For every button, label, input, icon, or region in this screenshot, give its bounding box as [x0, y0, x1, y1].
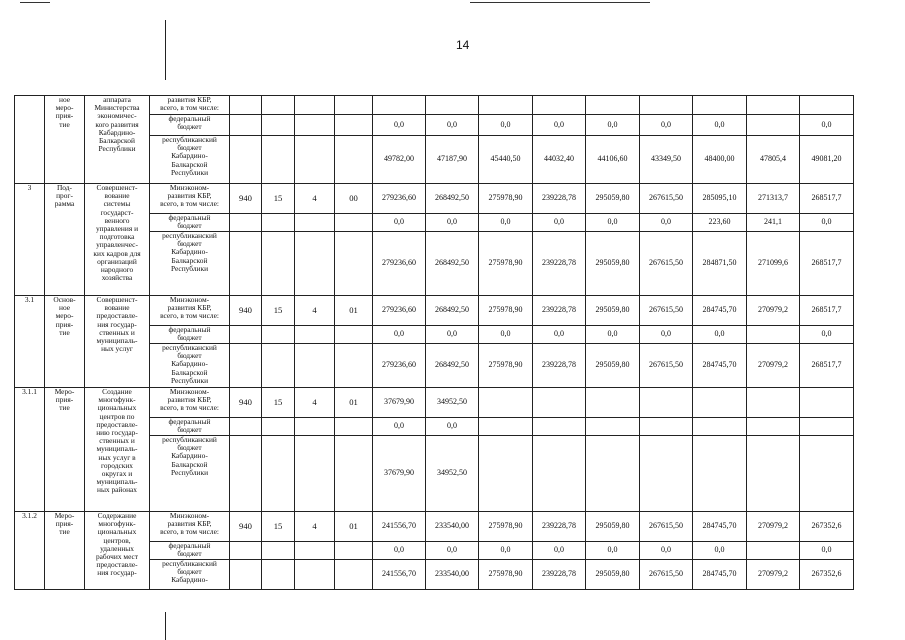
- amount-cell: 267352,6: [800, 512, 854, 542]
- amount-cell: 268517,7: [800, 232, 854, 296]
- funding-source-cell: Минэконом- развития КБР, всего, в том числе:: [150, 296, 230, 326]
- amount-cell: 268492,50: [426, 232, 479, 296]
- amount-cell: 295059,80: [586, 232, 640, 296]
- item-number-cell: [15, 96, 45, 184]
- code-cell: 15: [262, 388, 295, 418]
- amount-cell: [479, 436, 533, 512]
- code-cell: [335, 344, 373, 388]
- amount-cell: 0,0: [479, 214, 533, 232]
- amount-cell: 0,0: [479, 115, 533, 136]
- funding-source-cell: республиканский бюджет Кабардино- Балкарской Республики: [150, 136, 230, 184]
- amount-cell: [747, 96, 800, 115]
- amount-cell: 270979,2: [747, 560, 800, 590]
- item-name-cell: Содержание многофунк- циональных центров, удаленных рабочих мест предоставле- ния государ-: [85, 512, 150, 590]
- amount-cell: 284745,70: [693, 512, 747, 542]
- funding-source-cell: федеральный бюджет: [150, 542, 230, 560]
- amount-cell: 48400,00: [693, 136, 747, 184]
- code-cell: [262, 436, 295, 512]
- code-cell: [230, 418, 262, 436]
- amount-cell: 0,0: [800, 214, 854, 232]
- code-cell: 4: [295, 388, 335, 418]
- amount-cell: 279236,60: [373, 344, 426, 388]
- amount-cell: 0,0: [693, 115, 747, 136]
- page-number: 14: [456, 38, 470, 52]
- table-row: [15, 512, 854, 542]
- amount-cell: [479, 96, 533, 115]
- amount-cell: 241556,70: [373, 512, 426, 542]
- code-cell: 4: [295, 184, 335, 214]
- amount-cell: [747, 418, 800, 436]
- amount-cell: 0,0: [693, 326, 747, 344]
- code-cell: [295, 326, 335, 344]
- amount-cell: 271099,6: [747, 232, 800, 296]
- code-cell: [335, 136, 373, 184]
- funding-source-cell: развития КБР, всего, в том числе:: [150, 96, 230, 115]
- code-cell: [262, 115, 295, 136]
- amount-cell: 267615,50: [640, 184, 693, 214]
- code-cell: [335, 326, 373, 344]
- amount-cell: [586, 436, 640, 512]
- amount-cell: 44106,60: [586, 136, 640, 184]
- code-cell: [230, 96, 262, 115]
- amount-cell: [533, 388, 586, 418]
- amount-cell: 0,0: [586, 326, 640, 344]
- amount-cell: 284745,70: [693, 344, 747, 388]
- amount-cell: 268492,50: [426, 296, 479, 326]
- amount-cell: [586, 418, 640, 436]
- amount-cell: 37679,90: [373, 388, 426, 418]
- amount-cell: 268492,50: [426, 184, 479, 214]
- amount-cell: 239228,78: [533, 296, 586, 326]
- funding-source-cell: Минэконом- развития КБР, всего, в том числе:: [150, 512, 230, 542]
- code-cell: [335, 560, 373, 590]
- code-cell: 940: [230, 512, 262, 542]
- amount-cell: 275978,90: [479, 184, 533, 214]
- item-number-cell: 3.1.1: [15, 388, 45, 512]
- code-cell: [295, 418, 335, 436]
- code-cell: [335, 542, 373, 560]
- amount-cell: [800, 436, 854, 512]
- amount-cell: 0,0: [800, 115, 854, 136]
- amount-cell: 279236,60: [373, 184, 426, 214]
- item-type-cell: Под- прог- рамма: [45, 184, 85, 296]
- amount-cell: 44032,40: [533, 136, 586, 184]
- amount-cell: 45440,50: [479, 136, 533, 184]
- amount-cell: 295059,80: [586, 512, 640, 542]
- amount-cell: [747, 436, 800, 512]
- amount-cell: 284871,50: [693, 232, 747, 296]
- code-cell: [262, 136, 295, 184]
- item-number-cell: 3.1.2: [15, 512, 45, 590]
- amount-cell: 270979,2: [747, 344, 800, 388]
- code-cell: [230, 326, 262, 344]
- funding-source-cell: федеральный бюджет: [150, 326, 230, 344]
- amount-cell: [373, 96, 426, 115]
- amount-cell: 0,0: [533, 214, 586, 232]
- amount-cell: [533, 96, 586, 115]
- amount-cell: [747, 542, 800, 560]
- amount-cell: 43349,50: [640, 136, 693, 184]
- code-cell: [262, 418, 295, 436]
- item-name-cell: аппарата Министерства экономичес- кого развития Кабардино- Балкарской Республики: [85, 96, 150, 184]
- code-cell: [230, 560, 262, 590]
- amount-cell: 270979,2: [747, 512, 800, 542]
- amount-cell: 275978,90: [479, 512, 533, 542]
- amount-cell: 0,0: [426, 214, 479, 232]
- amount-cell: 0,0: [479, 542, 533, 560]
- scan-mark: [165, 20, 166, 80]
- code-cell: [262, 232, 295, 296]
- code-cell: [295, 436, 335, 512]
- amount-cell: 34952,50: [426, 436, 479, 512]
- code-cell: 15: [262, 296, 295, 326]
- amount-cell: 0,0: [533, 115, 586, 136]
- top-rule-left: [20, 2, 50, 3]
- code-cell: 4: [295, 296, 335, 326]
- amount-cell: [533, 436, 586, 512]
- code-cell: [230, 436, 262, 512]
- amount-cell: 0,0: [640, 214, 693, 232]
- amount-cell: 0,0: [479, 326, 533, 344]
- item-number-cell: 3.1: [15, 296, 45, 388]
- amount-cell: 267352,6: [800, 560, 854, 590]
- amount-cell: [693, 436, 747, 512]
- code-cell: [230, 115, 262, 136]
- code-cell: [335, 214, 373, 232]
- funding-source-cell: Минэконом- развития КБР, всего, в том числе:: [150, 388, 230, 418]
- amount-cell: 284745,70: [693, 296, 747, 326]
- amount-cell: 0,0: [426, 326, 479, 344]
- amount-cell: [693, 388, 747, 418]
- item-type-cell: Меро- прия- тие: [45, 388, 85, 512]
- item-name-cell: Совершенст- вование предоставле- ния государ- ственных и муниципаль- ных услуг: [85, 296, 150, 388]
- amount-cell: [747, 326, 800, 344]
- amount-cell: 47187,90: [426, 136, 479, 184]
- funding-source-cell: Минэконом- развития КБР, всего, в том числе:: [150, 184, 230, 214]
- amount-cell: 239228,78: [533, 512, 586, 542]
- amount-cell: 295059,80: [586, 184, 640, 214]
- code-cell: [262, 326, 295, 344]
- code-cell: 01: [335, 388, 373, 418]
- amount-cell: [800, 388, 854, 418]
- code-cell: 4: [295, 512, 335, 542]
- amount-cell: 0,0: [693, 542, 747, 560]
- amount-cell: [800, 418, 854, 436]
- amount-cell: 275978,90: [479, 560, 533, 590]
- funding-source-cell: республиканский бюджет Кабардино-: [150, 560, 230, 590]
- code-cell: [295, 214, 335, 232]
- amount-cell: 223,60: [693, 214, 747, 232]
- code-cell: [335, 436, 373, 512]
- amount-cell: 295059,80: [586, 560, 640, 590]
- amount-cell: 47805,4: [747, 136, 800, 184]
- code-cell: [295, 96, 335, 115]
- code-cell: [295, 344, 335, 388]
- amount-cell: 239228,78: [533, 344, 586, 388]
- amount-cell: 267615,50: [640, 344, 693, 388]
- code-cell: [262, 344, 295, 388]
- amount-cell: [479, 388, 533, 418]
- code-cell: [295, 115, 335, 136]
- code-cell: 15: [262, 512, 295, 542]
- amount-cell: 0,0: [426, 115, 479, 136]
- funding-source-cell: федеральный бюджет: [150, 418, 230, 436]
- amount-cell: 279236,60: [373, 232, 426, 296]
- amount-cell: 267615,50: [640, 560, 693, 590]
- amount-cell: 279236,60: [373, 296, 426, 326]
- amount-cell: [693, 418, 747, 436]
- amount-cell: 0,0: [426, 542, 479, 560]
- amount-cell: 0,0: [640, 115, 693, 136]
- code-cell: [335, 115, 373, 136]
- code-cell: [230, 214, 262, 232]
- code-cell: 940: [230, 388, 262, 418]
- code-cell: [230, 136, 262, 184]
- table-row: [15, 184, 854, 214]
- funding-source-cell: республиканский бюджет Кабардино- Балкарской Республики: [150, 436, 230, 512]
- amount-cell: 49782,00: [373, 136, 426, 184]
- amount-cell: [640, 436, 693, 512]
- amount-cell: [640, 418, 693, 436]
- code-cell: [262, 96, 295, 115]
- amount-cell: 0,0: [373, 214, 426, 232]
- amount-cell: 0,0: [586, 214, 640, 232]
- amount-cell: 0,0: [640, 326, 693, 344]
- amount-cell: 275978,90: [479, 296, 533, 326]
- funding-source-cell: республиканский бюджет Кабардино- Балкарской Республики: [150, 232, 230, 296]
- code-cell: [230, 344, 262, 388]
- amount-cell: 37679,90: [373, 436, 426, 512]
- table-row: [15, 96, 854, 115]
- amount-cell: 267615,50: [640, 296, 693, 326]
- amount-cell: 233540,00: [426, 512, 479, 542]
- code-cell: [230, 542, 262, 560]
- amount-cell: 267615,50: [640, 232, 693, 296]
- amount-cell: 49081,20: [800, 136, 854, 184]
- code-cell: [295, 232, 335, 296]
- code-cell: 940: [230, 296, 262, 326]
- code-cell: [262, 560, 295, 590]
- code-cell: [295, 136, 335, 184]
- amount-cell: [586, 96, 640, 115]
- amount-cell: 239228,78: [533, 184, 586, 214]
- funding-source-cell: республиканский бюджет Кабардино- Балкарской Республики: [150, 344, 230, 388]
- amount-cell: 239228,78: [533, 560, 586, 590]
- amount-cell: 295059,80: [586, 296, 640, 326]
- amount-cell: [747, 388, 800, 418]
- amount-cell: 268517,7: [800, 296, 854, 326]
- amount-cell: 0,0: [800, 542, 854, 560]
- amount-cell: [640, 388, 693, 418]
- code-cell: [295, 542, 335, 560]
- code-cell: [295, 560, 335, 590]
- code-cell: [335, 96, 373, 115]
- amount-cell: 34952,50: [426, 388, 479, 418]
- amount-cell: 284745,70: [693, 560, 747, 590]
- amount-cell: 0,0: [373, 418, 426, 436]
- amount-cell: [693, 96, 747, 115]
- amount-cell: [640, 96, 693, 115]
- amount-cell: [747, 115, 800, 136]
- amount-cell: 0,0: [586, 115, 640, 136]
- amount-cell: 268517,7: [800, 344, 854, 388]
- amount-cell: 0,0: [533, 326, 586, 344]
- code-cell: [262, 542, 295, 560]
- amount-cell: 268492,50: [426, 344, 479, 388]
- item-type-cell: Основ- ное меро- прия- тие: [45, 296, 85, 388]
- code-cell: 01: [335, 296, 373, 326]
- amount-cell: [533, 418, 586, 436]
- code-cell: 00: [335, 184, 373, 214]
- amount-cell: [479, 418, 533, 436]
- amount-cell: [586, 388, 640, 418]
- amount-cell: 275978,90: [479, 232, 533, 296]
- amount-cell: 239228,78: [533, 232, 586, 296]
- budget-table: [14, 95, 854, 590]
- item-type-cell: ное меро- прия- тие: [45, 96, 85, 184]
- code-cell: 940: [230, 184, 262, 214]
- item-number-cell: 3: [15, 184, 45, 296]
- amount-cell: 268517,7: [800, 184, 854, 214]
- amount-cell: 271313,7: [747, 184, 800, 214]
- amount-cell: 295059,80: [586, 344, 640, 388]
- top-rule-right: [470, 2, 650, 3]
- amount-cell: 0,0: [373, 115, 426, 136]
- amount-cell: [426, 96, 479, 115]
- amount-cell: 241556,70: [373, 560, 426, 590]
- amount-cell: 275978,90: [479, 344, 533, 388]
- amount-cell: 241,1: [747, 214, 800, 232]
- amount-cell: 233540,00: [426, 560, 479, 590]
- code-cell: 01: [335, 512, 373, 542]
- item-type-cell: Меро- прия- тие: [45, 512, 85, 590]
- code-cell: [335, 232, 373, 296]
- table-row: [15, 296, 854, 326]
- code-cell: [230, 232, 262, 296]
- amount-cell: 0,0: [426, 418, 479, 436]
- code-cell: 15: [262, 184, 295, 214]
- code-cell: [335, 418, 373, 436]
- scan-mark: [165, 612, 166, 640]
- code-cell: [262, 214, 295, 232]
- amount-cell: 0,0: [373, 542, 426, 560]
- amount-cell: 0,0: [640, 542, 693, 560]
- amount-cell: 270979,2: [747, 296, 800, 326]
- amount-cell: [800, 96, 854, 115]
- table-row: [15, 388, 854, 418]
- item-name-cell: Создание многофунк- циональных центров по предоставле- нию государ- ственных и муниципаль- ных услуг в городских округах и муниципаль- ных районах: [85, 388, 150, 512]
- amount-cell: 285095,10: [693, 184, 747, 214]
- item-name-cell: Совершенст- вование системы государст- венного управления и подготовка управленчес- ких кадров для организаций народного хозяйства: [85, 184, 150, 296]
- amount-cell: 0,0: [533, 542, 586, 560]
- funding-source-cell: федеральный бюджет: [150, 115, 230, 136]
- amount-cell: 0,0: [586, 542, 640, 560]
- amount-cell: 0,0: [373, 326, 426, 344]
- amount-cell: 0,0: [800, 326, 854, 344]
- funding-source-cell: федеральный бюджет: [150, 214, 230, 232]
- amount-cell: 267615,50: [640, 512, 693, 542]
